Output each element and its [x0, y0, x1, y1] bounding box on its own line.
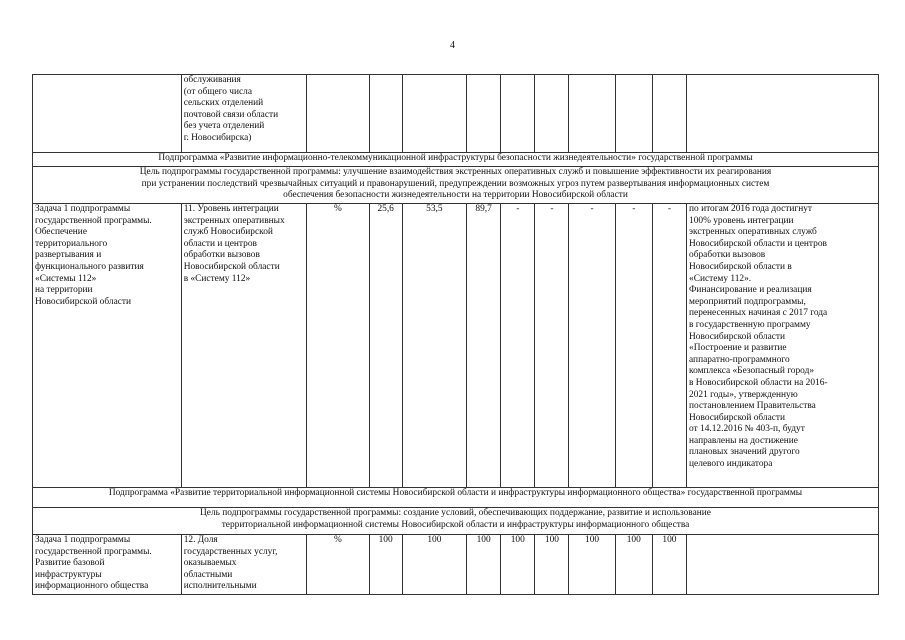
table-row: [33, 204, 879, 488]
value-cell: [569, 75, 615, 153]
unit-cell: %: [307, 204, 369, 488]
value-cell: -: [569, 204, 615, 488]
page-number: 4: [450, 40, 455, 51]
value-cell: 100: [652, 535, 686, 595]
value-cell: 100: [569, 535, 615, 595]
value-cell: 100: [615, 535, 652, 595]
value-cell: [615, 75, 652, 153]
indicators-table: [32, 74, 879, 595]
subprogram-title-row: [33, 488, 879, 508]
note-cell: [687, 535, 879, 595]
indicator-cell: 11. Уровень интеграции экстренных оперативных служб Новосибирской области и центров обработки вызовов Новосибирской области в «Систему 112»: [181, 204, 307, 488]
value-cell: -: [535, 204, 569, 488]
subprogram-title: Подпрограмма «Развитие территориальной информационной системы Новосибирской области и инфраструктуры информационного общества» государственной программы: [33, 488, 879, 508]
subprogram-goal: Цель подпрограммы государственной программы: улучшение взаимодействия экстренных оперативных служб и повышение эффективности их реагирования при устранении последствий чрезвычайных ситуаций и правонарушений, предупреждении возможных угроз путем развертывания информационных систем обеспечения безопасности жизнедеятельности на территории Новосибирской области: [33, 167, 879, 204]
value-cell: 100: [535, 535, 569, 595]
value-cell: 100: [369, 535, 402, 595]
unit-cell: %: [307, 535, 369, 595]
note-cell: по итогам 2016 года достигнут 100% уровень интеграции экстренных оперативных служб Новосибирской области и центров обработки вызовов Новосибирской области в «Систему 112». Финансирование и реализация мероприятий подпрограммы, перенесенных начиная с 2017 года в государственную программу Новосибирской области «Построение и развитие аппаратно-программного комплекса «Безопасный город» в Новосибирской области на 2016- 2021 годы», утвержденную постановлением Правительства Новосибирской области от 14.12.2016 № 403-п, будут направлены на достижение плановых значений другого целевого индикатора: [687, 204, 879, 488]
task-cell: Задача 1 подпрограммы государственной программы. Развитие базовой инфраструктуры информационного общества: [33, 535, 182, 595]
value-cell: 89,7: [467, 204, 501, 488]
value-cell: [402, 75, 466, 153]
table-row: [33, 75, 879, 153]
value-cell: 25,6: [369, 204, 402, 488]
subprogram-title-row: [33, 153, 879, 167]
value-cell: [652, 75, 686, 153]
task-cell: Задача 1 подпрограммы государственной программы. Обеспечение территориального развертывания и функционального развития «Системы 112» на территории Новосибирской области: [33, 204, 182, 488]
value-cell: -: [501, 204, 535, 488]
note-cell: [687, 75, 879, 153]
value-cell: 100: [501, 535, 535, 595]
table-row: [33, 535, 879, 595]
value-cell: [535, 75, 569, 153]
value-cell: [369, 75, 402, 153]
value-cell: 100: [467, 535, 501, 595]
value-cell: [467, 75, 501, 153]
value-cell: 53,5: [402, 204, 466, 488]
task-cell: [33, 75, 182, 153]
subprogram-title: Подпрограмма «Развитие информационно-телекоммуникационной инфраструктуры безопасности жизнедеятельности» государственной программы: [33, 153, 879, 167]
value-cell: 100: [402, 535, 466, 595]
value-cell: -: [652, 204, 686, 488]
indicator-cell: обслуживания (от общего числа сельских отделений почтовой связи области без учета отделений г. Новосибирска): [181, 75, 307, 153]
subprogram-goal-row: [33, 508, 879, 535]
indicator-cell: 12. Доля государственных услуг, оказываемых областными исполнительными: [181, 535, 307, 595]
subprogram-goal-row: [33, 167, 879, 204]
value-cell: [501, 75, 535, 153]
unit-cell: [307, 75, 369, 153]
subprogram-goal: Цель подпрограммы государственной программы: создание условий, обеспечивающих поддержание, развитие и использование территориальной информационной системы Новосибирской области и инфраструктуры информационного общества: [33, 508, 879, 535]
value-cell: -: [615, 204, 652, 488]
